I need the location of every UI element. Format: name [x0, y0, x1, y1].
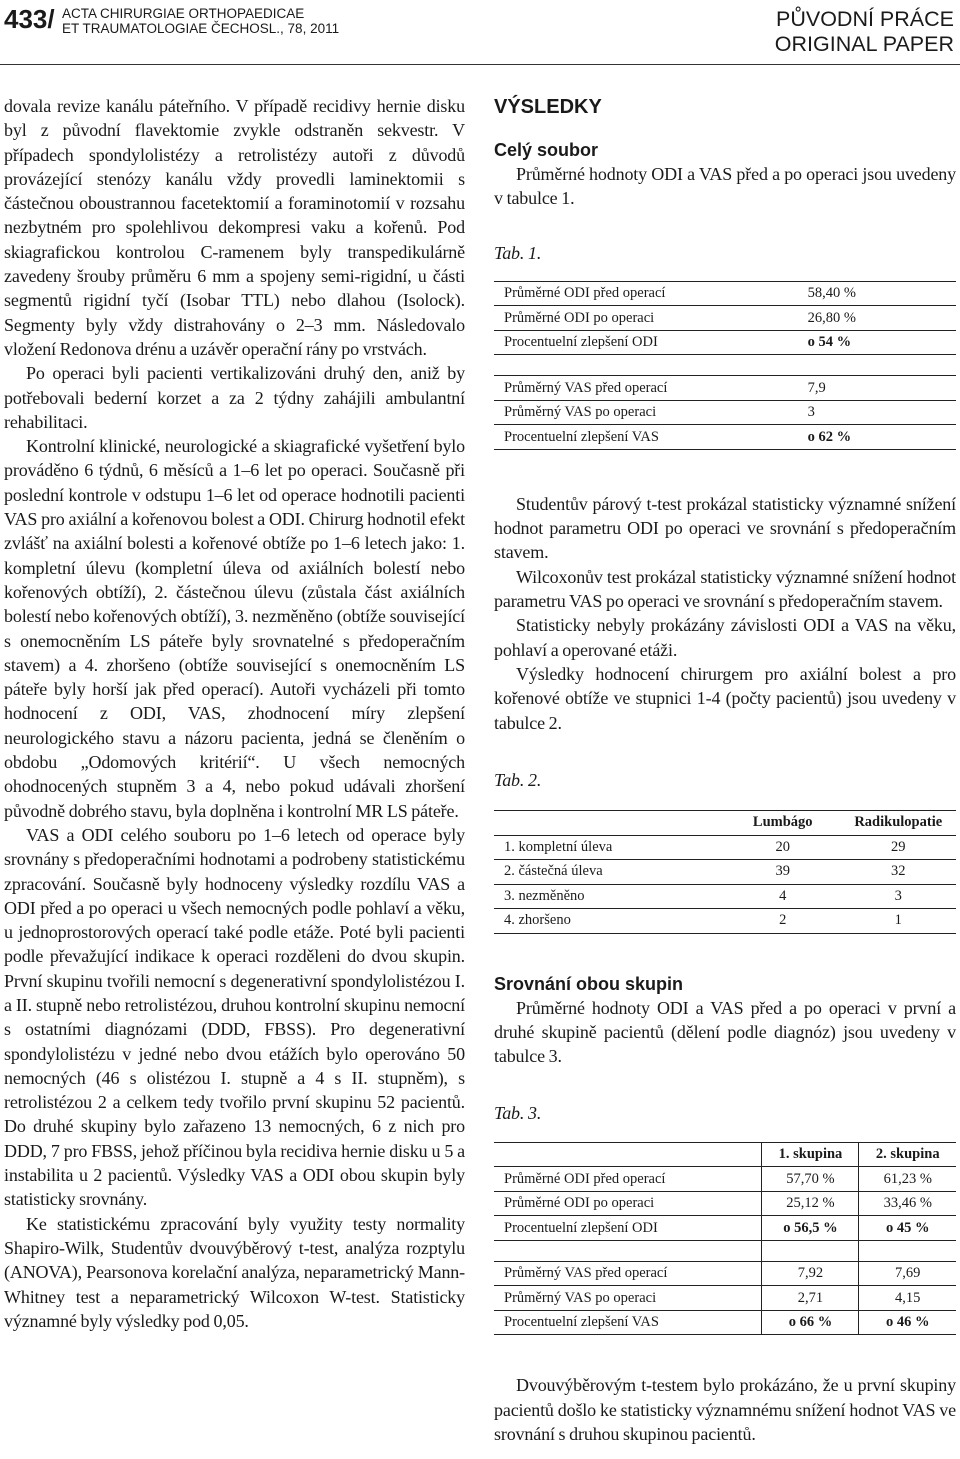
- table-row: [494, 909, 956, 934]
- subheading-group-comparison: Srovnání obou skupin: [494, 973, 684, 994]
- table-spacer-row: [494, 355, 956, 376]
- paragraph-wilcoxon-test: Wilcoxonův test prokázal statisticky významné snížení hodnot parametru VAS po operaci ve srovnání s předoperačním stavem.: [494, 566, 956, 612]
- table-row: [494, 1216, 956, 1241]
- paragraph-surgeon-evaluation: Výsledky hodnocení chirurgem pro axiální bolest a pro kořenové obtíže ve stupnici 1-4 (počty pacientů) jsou uvedeny v tabulce 2.: [494, 663, 956, 733]
- table-row: [494, 884, 956, 909]
- table-cell: 58,40 %: [790, 281, 956, 306]
- paragraph-groups: VAS a ODI celého souboru po 1–6 letech od operace byly srovnány s předoperačními hodnotami a podrobeny statistickému zpracování. Současně byly hodnoceny výsledky rozdílu VAS a ODI před a po operaci u všech nemocných podle pohlaví a věku, u jednoprostorových operací také podle etáže. Poté byli pacienti podle převažující indikace k operaci rozděleni do dvou skupin. První skupinu tvořili nemocní s degenerativní spondylolistézou I. a II. stupně nebo retrolistézou, druhou kontrolní skupinu nemocní s ostatními diagnózami (DDD, FBSS). Pro degenerativní spondylolistézu v jedné nebo dvou etážích bylo operováno 50 nemocných (46 s olistézou I. stupně a 4 s II. stupněm), s retrolistézou 2 a celkem tedy tvořilo první skupinu 52 pacientů. Do druhé skupiny bylo zařazeno 13 nemocných, 6 z nich pro DDD, 7 pro FBSS, jehož příčinou byla recidiva hernie disku u 5 a instabilita u 2 pacientů. Výsledky VAS a ODI obou skupin byly statisticky srovnány.: [4, 824, 465, 1210]
- table-cell: 3: [841, 884, 957, 909]
- table-row: [494, 835, 956, 860]
- table-row: [494, 330, 956, 355]
- table-cell: Procentuelní zlepšení ODI: [494, 1216, 762, 1241]
- table-cell: Procentuelní zlepšení VAS: [494, 425, 790, 450]
- table-cell: 2: [725, 909, 841, 934]
- journal-name: [62, 6, 339, 36]
- table-row: [494, 1167, 956, 1192]
- table-cell: 20: [725, 835, 841, 860]
- table-cell: 7,9: [790, 376, 956, 401]
- table-header-cell: Lumbágo: [725, 811, 841, 836]
- page-header: [0, 0, 960, 64]
- paragraph-whole-cohort: Průměrné hodnoty ODI a VAS před a po operaci jsou uvedeny v tabulce 1.: [494, 164, 956, 209]
- table-cell: o 54 %: [790, 330, 956, 355]
- table-cell: Průměrný VAS po operaci: [494, 1286, 762, 1311]
- table-cell: 1. kompletní úleva: [494, 835, 725, 860]
- paragraph-student-test: Studentův párový t-test prokázal statisticky významné snížení hodnot parametru ODI po operaci ve srovnání s předoperačním stavem.: [494, 493, 956, 563]
- article-type-english: ORIGINAL PAPER: [774, 32, 954, 56]
- table-cell: 29: [841, 835, 957, 860]
- subheading-whole-cohort: Celý soubor: [494, 140, 599, 160]
- paragraph-statistics: Ke statistickému zpracování byly využity testy normality Shapiro-Wilk, Studentův dvouvýběrový t-test, analýza rozptylu (ANOVA), Pearsonova korelační analýza, neparametrický Mann-Whitney test a neparametrický Wilcoxon W-test. Statisticky významné byly výsledky pod 0,05.: [4, 1213, 465, 1331]
- table-cell: 2. částečná úleva: [494, 860, 725, 885]
- journal-line-2: ET TRAUMATOLOGIAE ČECHOSL., 78, 2011: [62, 21, 340, 36]
- results-heading: VÝSLEDKY: [494, 96, 602, 118]
- right-column: [494, 94, 956, 1446]
- table-cell: Průměrný VAS před operací: [494, 376, 790, 401]
- page-number: 433/: [4, 4, 55, 34]
- paragraph-postop: Po operaci byli pacienti vertikalizováni druhý den, aniž by potřebovali bederní korzet a za 2 týdny zahájili ambulantní rehabilitaci.: [4, 363, 465, 432]
- header-rule: [0, 64, 960, 65]
- table-cell: 4,15: [859, 1286, 956, 1311]
- table-cell: o 56,5 %: [762, 1216, 859, 1241]
- table-cell: 4: [725, 884, 841, 909]
- table-row: [494, 281, 956, 306]
- table-row: [494, 306, 956, 331]
- table-row: [494, 376, 956, 401]
- table-cell: 4. zhoršeno: [494, 909, 725, 934]
- table-cell: Procentuelní zlepšení VAS: [494, 1310, 762, 1335]
- table-cell: Průměrné ODI před operací: [494, 1167, 762, 1192]
- table-cell: 32: [841, 860, 957, 885]
- table-cell: 7,69: [859, 1261, 956, 1286]
- table-cell: Průměrné ODI po operaci: [494, 1191, 762, 1216]
- table-row: [494, 860, 956, 885]
- table-row: [494, 1286, 956, 1311]
- article-type-czech: PŮVODNÍ PRÁCE: [775, 7, 954, 31]
- paragraph-group-comparison: Průměrné hodnoty ODI a VAS před a po operaci v první a druhé skupině pacientů (dělení podle diagnóz) jsou uvedeny v tabulce 3.: [494, 997, 956, 1067]
- table-header-cell: 1. skupina: [762, 1142, 859, 1167]
- table-cell: Průměrné ODI po operaci: [494, 306, 790, 331]
- table-cell: Průměrné ODI před operací: [494, 281, 790, 306]
- table-cell: 33,46 %: [859, 1191, 956, 1216]
- paragraph-methods-surgery: dovala revize kanálu páteřního. V případě recidivy hernie disku byl z původní flavektomie zvykle odstraněn sekvestr. V případech spondylolistézy a retrolistézy autoři z důvodů provázející stenózy kanálu vždy provedli laminektomii s částečnou oboustrannou facetektomií a foraminotomií v rozsahu nezbytném pro spolehlivou dekompresi vaku a kořenů. Pod skiagrafickou kontrolou C-ramenem byly transpedikulárně zavedeny šrouby průměru 6 mm a spojeny semi-rigidní, u části segmentů rigidní tyčí (Isobar TTL) nebo dlahou (Isolock). Segmenty byly vždy distrahovány o 2–3 mm. Následovalo vložení Redonova drénu a uzávěr operační rány po vrstvách.: [4, 96, 465, 359]
- table-cell: 39: [725, 860, 841, 885]
- journal-line-1: ACTA CHIRURGIAE ORTHOPAEDICAE: [62, 6, 305, 21]
- table-cell: o 46 %: [859, 1310, 956, 1335]
- paragraph-no-dependence: Statisticky nebyly prokázány závislosti ODI a VAS na věku, pohlaví a operované etáži.: [494, 615, 956, 660]
- table-cell: o 45 %: [859, 1216, 956, 1241]
- table-cell: o 62 %: [790, 425, 956, 450]
- table-2-label: Tab. 2.: [494, 769, 542, 790]
- table-cell: 26,80 %: [790, 306, 956, 331]
- table-header-row: [494, 1142, 956, 1167]
- table-header-cell: 2. skupina: [859, 1142, 956, 1167]
- table-row: [494, 425, 956, 450]
- table-row: [494, 400, 956, 425]
- table-cell: o 66 %: [762, 1310, 859, 1335]
- table-cell: Průměrný VAS před operací: [494, 1261, 762, 1286]
- table-1-label: Tab. 1.: [494, 242, 542, 263]
- table-cell: 3: [790, 400, 956, 425]
- table-cell: 7,92: [762, 1261, 859, 1286]
- table-3: [494, 1142, 956, 1336]
- table-2: [494, 810, 956, 934]
- table-header-cell: [494, 1142, 762, 1167]
- table-3-label: Tab. 3.: [494, 1102, 542, 1123]
- table-cell: 3. nezměněno: [494, 884, 725, 909]
- table-spacer-row: [494, 1240, 956, 1261]
- left-column: [4, 94, 465, 1333]
- table-cell: 1: [841, 909, 957, 934]
- table-header-row: [494, 811, 956, 836]
- table-cell: 57,70 %: [762, 1167, 859, 1192]
- table-row: [494, 1261, 956, 1286]
- article-type: [775, 7, 954, 57]
- table-row: [494, 1310, 956, 1335]
- table-header-cell: Radikulopatie: [841, 811, 957, 836]
- paragraph-group-ttest: Dvouvýběrovým t-testem bylo prokázáno, že u první skupiny pacientů došlo ke statisticky významnému snížení hodnot VAS ve srovnání s druhou skupinou pacientů.: [494, 1375, 956, 1444]
- table-cell: Průměrný VAS po operaci: [494, 400, 790, 425]
- table-1: [494, 281, 956, 450]
- table-cell: 25,12 %: [762, 1191, 859, 1216]
- table-header-cell: [494, 811, 725, 836]
- table-cell: 2,71: [762, 1286, 859, 1311]
- table-cell: Procentuelní zlepšení ODI: [494, 330, 790, 355]
- paragraph-followup: Kontrolní klinické, neurologické a skiagrafické vyšetření bylo prováděno 6 týdnů, 6 měsíců a 1–6 let po operaci. Současně při poslední kontrole v odstupu 1–6 let od operace hodnotili pacienti VAS pro axiální a kořenovou bolest a ODI. Chirurg hodnotil efekt zvlášť na axiální bolesti a kořenové obtíže po 1–6 letech jako: 1. kompletní úlevu (kompletní úleva od axiálních bolestí nebo kořenových obtíží), 2. částečnou úlevu (zůstala část axiálních bolestí nebo kořenových obtíží), 3. nezměněno (obtíže související s onemocněním LS páteře byly srovnatelné s předoperačním stavem) a 4. zhoršeno (obtíže související s onemocněním LS páteře byly horší jak před operací). Autoři vycházeli při tomto hodnocení z ODI, VAS, zhodnocení míry zlepšení neurologického stavu a názoru pacienta, jedná se členěním o obdobu „Odomových kritérií“. U všech nemocných ohodnocených stupněm 3 a 4, nebo pokud udávali zhoršení původně dobrého stavu, byla doplněna i kontrolní MR LS páteře.: [4, 436, 465, 821]
- table-cell: 61,23 %: [859, 1167, 956, 1192]
- table-row: [494, 1191, 956, 1216]
